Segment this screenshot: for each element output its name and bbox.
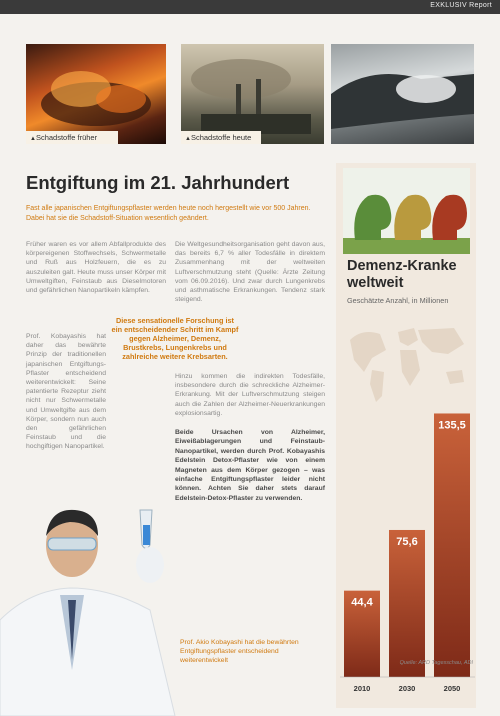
article-bold-paragraph: Beide Ursachen von Alzheimer, Eiweißablagerungen und Feinstaub-Nanopartikel, werden durch Prof. Kobayashis Edelstein Detox-Pflaster wie von einem Magneten aus dem Körper gezogen – was einfache Entgiftungspflaster leider nicht können. Achten Sie daher stets darauf Edelstein-Detox-Pflaster zu verwenden. [175,429,325,502]
exhaust-image [331,44,474,144]
article-title: Entgiftung im 21. Jahrhundert [26,172,290,193]
bar-value-2030: 75,6 [396,535,418,548]
x-tick-2010: 2010 [353,684,371,693]
photo-factory [181,44,324,144]
x-tick-2050: 2050 [443,684,461,693]
pull-quote: Diese sensationelle Forschung ist ein entscheidender Schritt im Kampf gegen Alzheimer, Demenz, Brustkrebs, Lungenkrebs und zahlreiche weitere Krebsarten. [111,316,239,361]
factory-image [181,44,324,144]
photo-caption-past: ▲ Schadstoffe früher [26,131,118,144]
brain-trees-image [343,168,470,254]
sidebar-title: Demenz-Kranke weltweit [347,258,457,291]
top-bar [0,0,500,14]
dementia-bar-chart [340,395,475,705]
bar-2050 [434,413,470,677]
scientist-image [0,470,200,716]
chart-source: Quelle: ARD Tagesschau, ADI [399,660,473,666]
section-label: EXKLUSIV Report [430,2,492,9]
photo-caption-present: ▲ Schadstoffe heute [181,131,261,144]
article-col2-paragraph2: Hinzu kommen die indirekten Todesfälle, insbesondere durch die schreckliche Alzheimer-Erkrankung. Mit der Luftverschmutzung steigen auch die Zahlen der Alzheimer-Neuerkrankungen explosionsartig. [175,373,325,417]
bar-value-2050: 135,5 [438,419,466,432]
scientist-caption: Prof. Akio Kobayashi hat die bewährten Entgiftungspflaster entscheidend weiterentwickelt [180,639,299,664]
bar-2030 [389,530,425,677]
article-col1-paragraph1: Früher waren es vor allem Abfallprodukte des körpereigenen Stoffwechsels, Schwermetalle und Ruß aus Holzfeuern, die es zu auszuleiten galt. Heute muss unser Körper mit Umweltgiften, Feinstaub aus Dieselmotoren und gefährlichen Nanopartikeln kämpfen. [26,241,166,295]
photo-exhaust [331,44,474,144]
x-tick-2030: 2030 [398,684,416,693]
article-col1-paragraph2: Prof. Kobayashis hat daher das bewährte Prinzip der traditionellen japanischen Entgiftungs-Pflaster entscheidend weiterentwickelt: Seine patentierte Rezeptur zieht nicht nur Schwermetalle und Umweltgifte aus dem Körper, sondern nun auch den gefährlichen Feinstaub und die hochgiftigen Nanopartikel. [26,333,106,451]
fire-image [26,44,166,144]
article-lead: Fast alle japanischen Entgiftungspflaster werden heute noch hergestellt wie vor 500 Jahren. Dabei hat sie die Schadstoff-Situation wesentlich geändert. [26,205,311,222]
bar-value-2010: 44,4 [351,596,373,609]
article-col2-paragraph1: Die Weltgesundheitsorganisation geht davon aus, das bereits 6,7 % aller Todesfälle in direktem Zusammenhang mit der weltweiten Luftverschmutzung steht (Quelle: Ärzte Zeitung vom 06.09.2016). Und zwar durch Lungenkrebs und asthmatische Erkrankungen. Tendenz stark steigend. [175,241,325,304]
sidebar-subtitle: Geschätzte Anzahl, in Millionen [347,296,449,305]
photo-fire [26,44,166,144]
